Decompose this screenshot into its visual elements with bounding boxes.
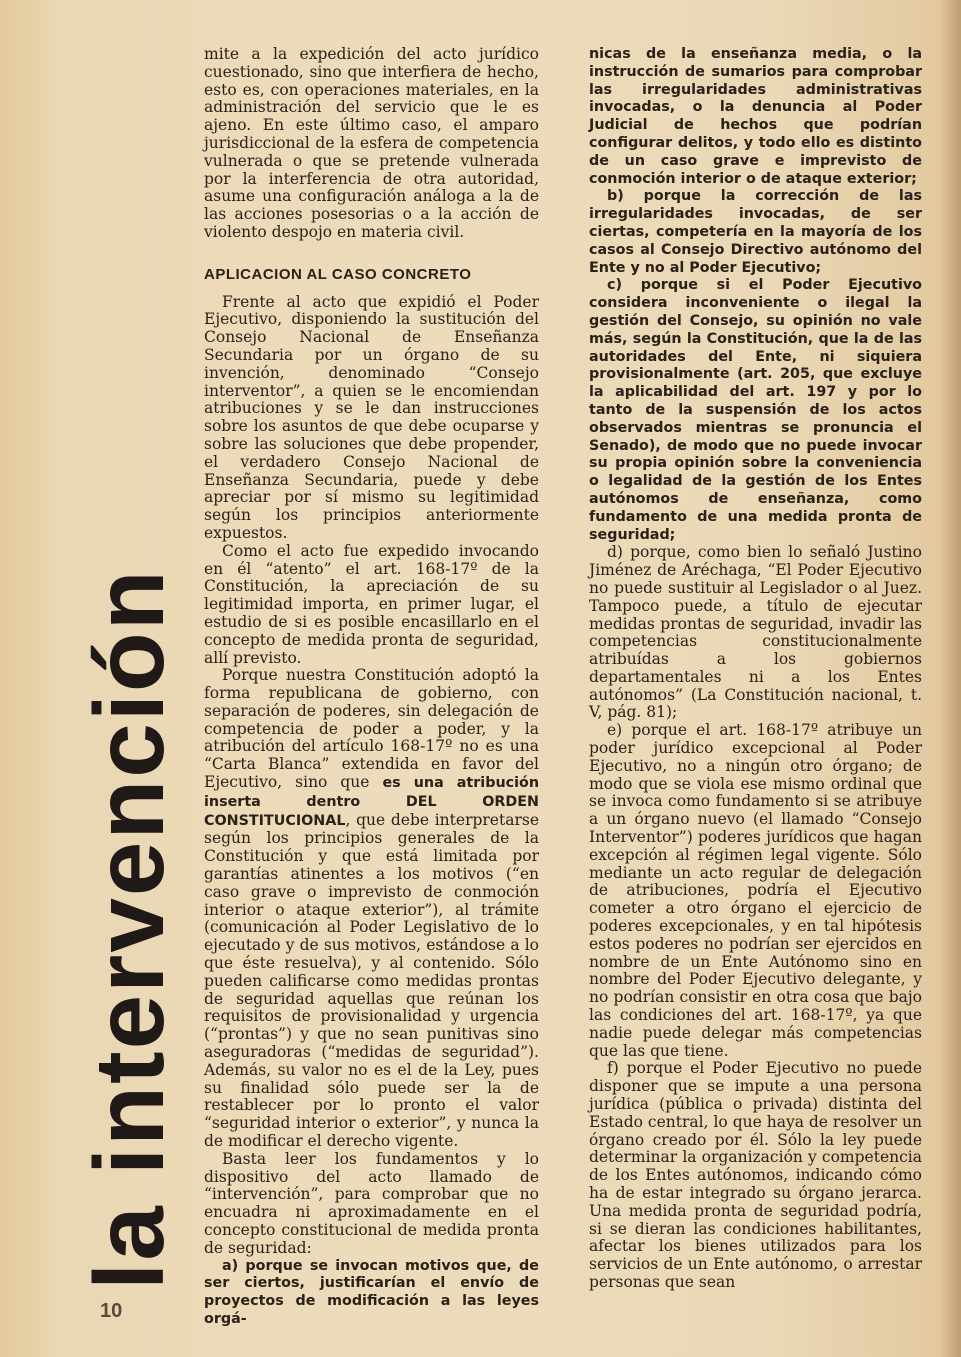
left-paragraph-4-emphasis: es una atribución inserta dentro DEL ORDEN CONSTITUCIONAL [204, 775, 539, 829]
right-paragraph-4: d) porque, como bien lo señaló Justino Jiménez de Aréchaga, “El Poder Ejecutivo no puede sustituir al Legislador o al Juez. Tampoco puede, a título de ejecutar medidas prontas de seguridad, invadir las competencias constitucionalmente atribuídas a los gobiernos departamentales ni a los Entes autónomos” (La Constitución nacional, t. V, pág. 81); [589, 543, 922, 722]
left-paragraph-4 [204, 667, 539, 1151]
right-column [589, 46, 922, 1292]
left-paragraph-1: mite a la expedición del acto jurídico cuestionado, sino que interfiera de hecho, esto es, con operaciones materiales, en la administración del servicio que le es ajeno. En este último caso, el amparo jurisdiccional de la esfera de competencia vulnerada o que se pretende vulnerada por la interferencia de otra autoridad, asume una configuración análoga a la de las acciones posesorias o a la acción de violento despojo en materia civil. [204, 45, 539, 241]
left-column [204, 46, 539, 1329]
right-paragraph-6: f) porque el Poder Ejecutivo no puede disponer que se impute a una persona jurídica (pública o privada) distinta del Estado central, lo que haya de resolver un órgano creado por él. Sólo la ley puede determinar la organización y competencia de los Entes autónomos, indicando cómo ha de estar integrado su órgano jerarca. Una medida pronta de seguridad podría, si se dieran las condiciones habilitantes, afectar los bienes utilizados para los servicios de un Ente autónomo, o arrestar personas que sean [589, 1059, 922, 1291]
left-paragraph-2: Frente al acto que expidió el Poder Ejecutivo, disponiendo la sustitución del Consejo Nacional de Enseñanza Secundaria por un órgano de su invención, denominado “Consejo interventor”, a quien se le encomiendan atribuciones y se le dan instrucciones sobre los asuntos de que debe ocuparse y sobre las soluciones que debe propender, el verdadero Consejo Nacional de Enseñanza Secundaria, puede y debe apreciar por sí mismo su legitimidad según los principios anteriormente expuestos. [204, 292, 539, 542]
right-paragraph-2: b) porque la corrección de las irregularidades invocadas, de ser ciertas, competería en la mayoría de los casos al Consejo Directivo autónomo del Ente y no al Poder Ejecutivo; [589, 188, 922, 276]
right-paragraph-1: nicas de la enseñanza media, o la instrucción de sumarios para comprobar las irregularidades administrativas invocadas, o la denuncia al Poder Judicial de hechos que podrían configurar delitos, y todo ello es distinto de un caso grave e imprevisto de conmoción interior o de ataque exterior; [589, 46, 922, 187]
page-number: 10 [100, 1300, 123, 1322]
right-paragraph-3: c) porque si el Poder Ejecutivo considera inconveniente o ilegal la gestión del Consejo, su opinión no vale más, según la Constitución, que la de las autoridades del Ente, ni siquiera provisionalmente (art. 205, que excluye la aplicabilidad del art. 197 y por lo tanto de la suspensión de los actos observados mientras se pronuncia el Senado), de modo que no puede invocar su propia opinión sobre la conveniencia o legalidad de la gestión de los Entes autónomos de enseñanza, como fundamento de una medida pronta de seguridad; [589, 277, 922, 543]
left-paragraph-5: Basta leer los fundamentos y lo dispositivo del acto llamado de “intervención”, para comprobar que no encuadra ni aproximadamente en el concepto constitucional de medida pronta de seguridad: [204, 1149, 539, 1257]
section-heading: APLICACION AL CASO CONCRETO [204, 265, 472, 283]
left-paragraph-4-end: , que debe interpretarse según los principios generales de la Constitución y que está limitada por garantías atinentes a los motivos (“en caso grave o imprevisto de conmoción interior o ataque exterior”), al trámite (comunicación al Poder Legislativo de lo ejecutado y de sus motivos, estándose a lo que éste resuelva), y al contenido. Sólo pueden calificarse como medidas prontas de seguridad aquellas que reúnan los requisitos de provisionalidad y urgencia (“prontas”) y que no sean punitivas sino aseguradoras (“medidas de seguridad”). Además, su valor no es el de la Ley, pues su finalidad sólo puede ser la de restablecer por lo pronto el valor “seguridad interior o exterior”, y nunca la de modificar el derecho vigente. [204, 810, 539, 1151]
left-paragraph-4-start: Porque nuestra Constitución adoptó la forma republicana de gobierno, con separación de poderes, sin delegación de competencia de poder a poder, y la atribución del artículo 168-17º no es una “Carta Blanca” extendida en favor del Ejecutivo, sino que [204, 666, 539, 792]
side-title: la intervención [74, 568, 184, 1290]
left-paragraph-6: a) porque se invocan motivos que, de ser ciertos, justificarían el envío de proyectos de modificación a las leyes orgá- [204, 1257, 539, 1327]
left-paragraph-3: Como el acto fue expedido invocando en él “atento” el art. 168-17º de la Constitución, la apreciación de su legitimidad importa, en primer lugar, el estudio de si es posible encasillarlo en el concepto de medida pronta de seguridad, allí previsto. [204, 541, 539, 667]
page-edge-shadow [939, 0, 961, 1357]
right-paragraph-5: e) porque el art. 168-17º atribuye un poder jurídico excepcional al Poder Ejecutivo, no a ningún otro órgano; de modo que se viola ese mismo ordinal que se invoca como fundamento si se atribuye a un órgano nuevo (el llamado “Consejo Interventor”) poderes jurídicos que hagan excepción al régimen legal vigente. Sólo mediante un acto regular de delegación de atribuciones, podría el Ejecutivo cometer a otro órgano el ejercicio de poderes excepcionales, y en tal hipótesis estos poderes no podrían ser ejercidos en nombre de un Ente Autónomo sino en nombre del Poder Ejecutivo delegante, y no podrían consistir en otra cosa que bajo las condiciones del art. 168-17º, ya que nadie puede delegar más competencias que las que tiene. [589, 721, 922, 1060]
